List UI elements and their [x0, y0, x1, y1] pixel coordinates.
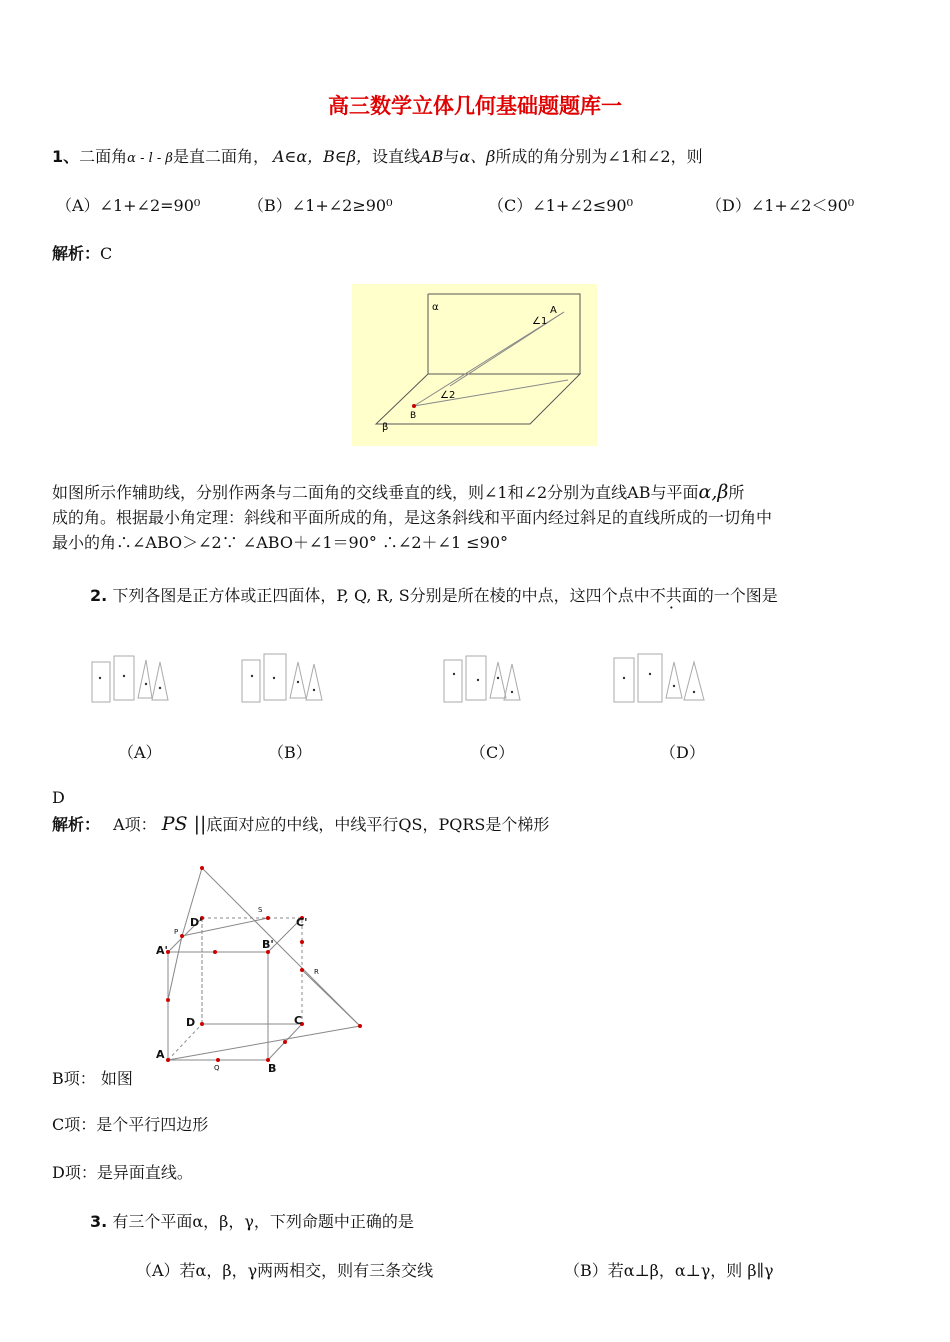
q2-emphasis: 不共面 [649, 586, 698, 605]
q2-label-b: （B） [268, 743, 312, 762]
q1-explain-planes: α,β [698, 481, 729, 503]
extension-line-2 [202, 868, 360, 1026]
dihedral-angle-figure [352, 284, 597, 446]
q1-explain-1c: 所 [728, 483, 745, 502]
label-q: Q [214, 1064, 220, 1072]
q2-explain-b: B项： 如图 [52, 1069, 133, 1088]
q2-label-d: （D） [660, 743, 705, 762]
q2-text: 下列各图是正方体或正四面体，P, Q, R, S分别是所在棱的中点，这四个点中 [112, 586, 650, 605]
q1-text-e: 所成的角分别为∠1和∠2，则 [495, 147, 703, 166]
q3-text: 有三个平面α，β，γ，下列命题中正确的是 [112, 1212, 414, 1231]
label-p: P [174, 928, 179, 936]
q1-ab: AB [420, 147, 444, 166]
q1-option-a: （A）∠1+∠2=90⁰ [56, 196, 201, 215]
q1-alpha-beta: α、β [459, 147, 496, 166]
question-1-number: 1、 [52, 147, 80, 166]
q1-membership-expr: A∈α，B∈β， [272, 147, 373, 166]
q1-answer [52, 241, 112, 264]
label-a: A [550, 305, 557, 316]
q3-option-b: （B）若α⊥β，α⊥γ，则 β∥γ [564, 1261, 774, 1280]
label-d: D [186, 1016, 196, 1029]
cube-back-face [202, 918, 302, 1024]
q1-explain-line-1 [52, 480, 744, 503]
label-beta: β [382, 422, 389, 433]
q1-option-d: （D）∠1+∠2＜90⁰ [706, 196, 855, 215]
q2-label-a: （A） [118, 743, 162, 762]
cube-front-face [168, 952, 268, 1060]
q2-figure-d [612, 648, 707, 708]
label-b: B [410, 411, 417, 421]
label-angle-1: ∠1 [532, 316, 548, 327]
label-a: A [156, 1048, 165, 1061]
q2-answer: D [52, 788, 65, 807]
q2-label-c: （C） [470, 743, 515, 762]
page-title: 高三数学立体几何基础题题库一 [328, 94, 622, 118]
q2-explain-c: C项：是个平行四边形 [52, 1115, 209, 1134]
label-r: R [314, 968, 319, 976]
label-angle-2: ∠2 [440, 390, 456, 401]
point-b-dot [412, 404, 416, 408]
label-alpha: α [432, 302, 439, 313]
question-3-number: 3. [90, 1212, 108, 1231]
label-c-prime: C' [296, 916, 308, 929]
q1-option-c: （C）∠1+∠2≤90⁰ [488, 196, 634, 215]
q2-figure-a [90, 648, 170, 708]
q2-ps-parallel: PS || [161, 813, 207, 835]
q1-explain-line-2: 成的角。根据最小角定理：斜线和平面所成的角，是这条斜线和平面内经过斜足的直线所成的一切角中 [52, 508, 773, 527]
q2-a-item-text: 底面对应的中线，中线平行QS，PQRS是个梯形 [206, 815, 550, 834]
q2-explain-d: D项：是异面直线。 [52, 1163, 193, 1182]
label-c: C [294, 1014, 303, 1027]
label-b: B [268, 1062, 277, 1075]
q2-answer-label: 解析： [52, 815, 101, 834]
q1-text-a: 二面角 [79, 147, 128, 166]
question-2-number: 2. [90, 586, 108, 605]
question-2-stem [90, 583, 778, 606]
q3-option-a: （A）若α，β，γ两两相交，则有三条交线 [136, 1261, 434, 1280]
label-s: S [258, 906, 263, 914]
q1-answer-value: C [100, 244, 113, 263]
cube-figure [150, 860, 370, 1075]
label-d-prime: D' [190, 916, 203, 929]
q1-option-b: （B）∠1+∠2≥90⁰ [248, 196, 393, 215]
q1-text-b: 是直二面角， [172, 147, 269, 166]
q1-explain-1: 如图所示作辅助线，分别作两条与二面角的交线垂直的线，则∠1和∠2分别为直线AB与平面 [52, 483, 699, 502]
q2-text-end: 的一个图是 [697, 586, 778, 605]
q2-figure-c [442, 648, 522, 708]
q1-answer-label: 解析： [52, 244, 101, 263]
q2-explain-a [52, 812, 549, 835]
q1-dihedral-expr: α - l - β [127, 151, 173, 166]
label-b-prime: B' [262, 938, 274, 951]
figure-background [352, 284, 597, 446]
q1-text-d: 与 [443, 147, 460, 166]
q2-a-item-label: A项： [113, 815, 157, 834]
question-1-stem [52, 144, 703, 167]
question-3-stem [90, 1209, 414, 1232]
q2-figure-b [240, 648, 325, 708]
q1-text-c: 设直线 [372, 147, 421, 166]
label-a-prime: A' [156, 944, 168, 957]
q1-explain-line-3: 最小的角∴∠ABO＞∠2∵ ∠ABO＋∠1＝90° ∴∠2＋∠1 ≤90° [52, 533, 508, 552]
